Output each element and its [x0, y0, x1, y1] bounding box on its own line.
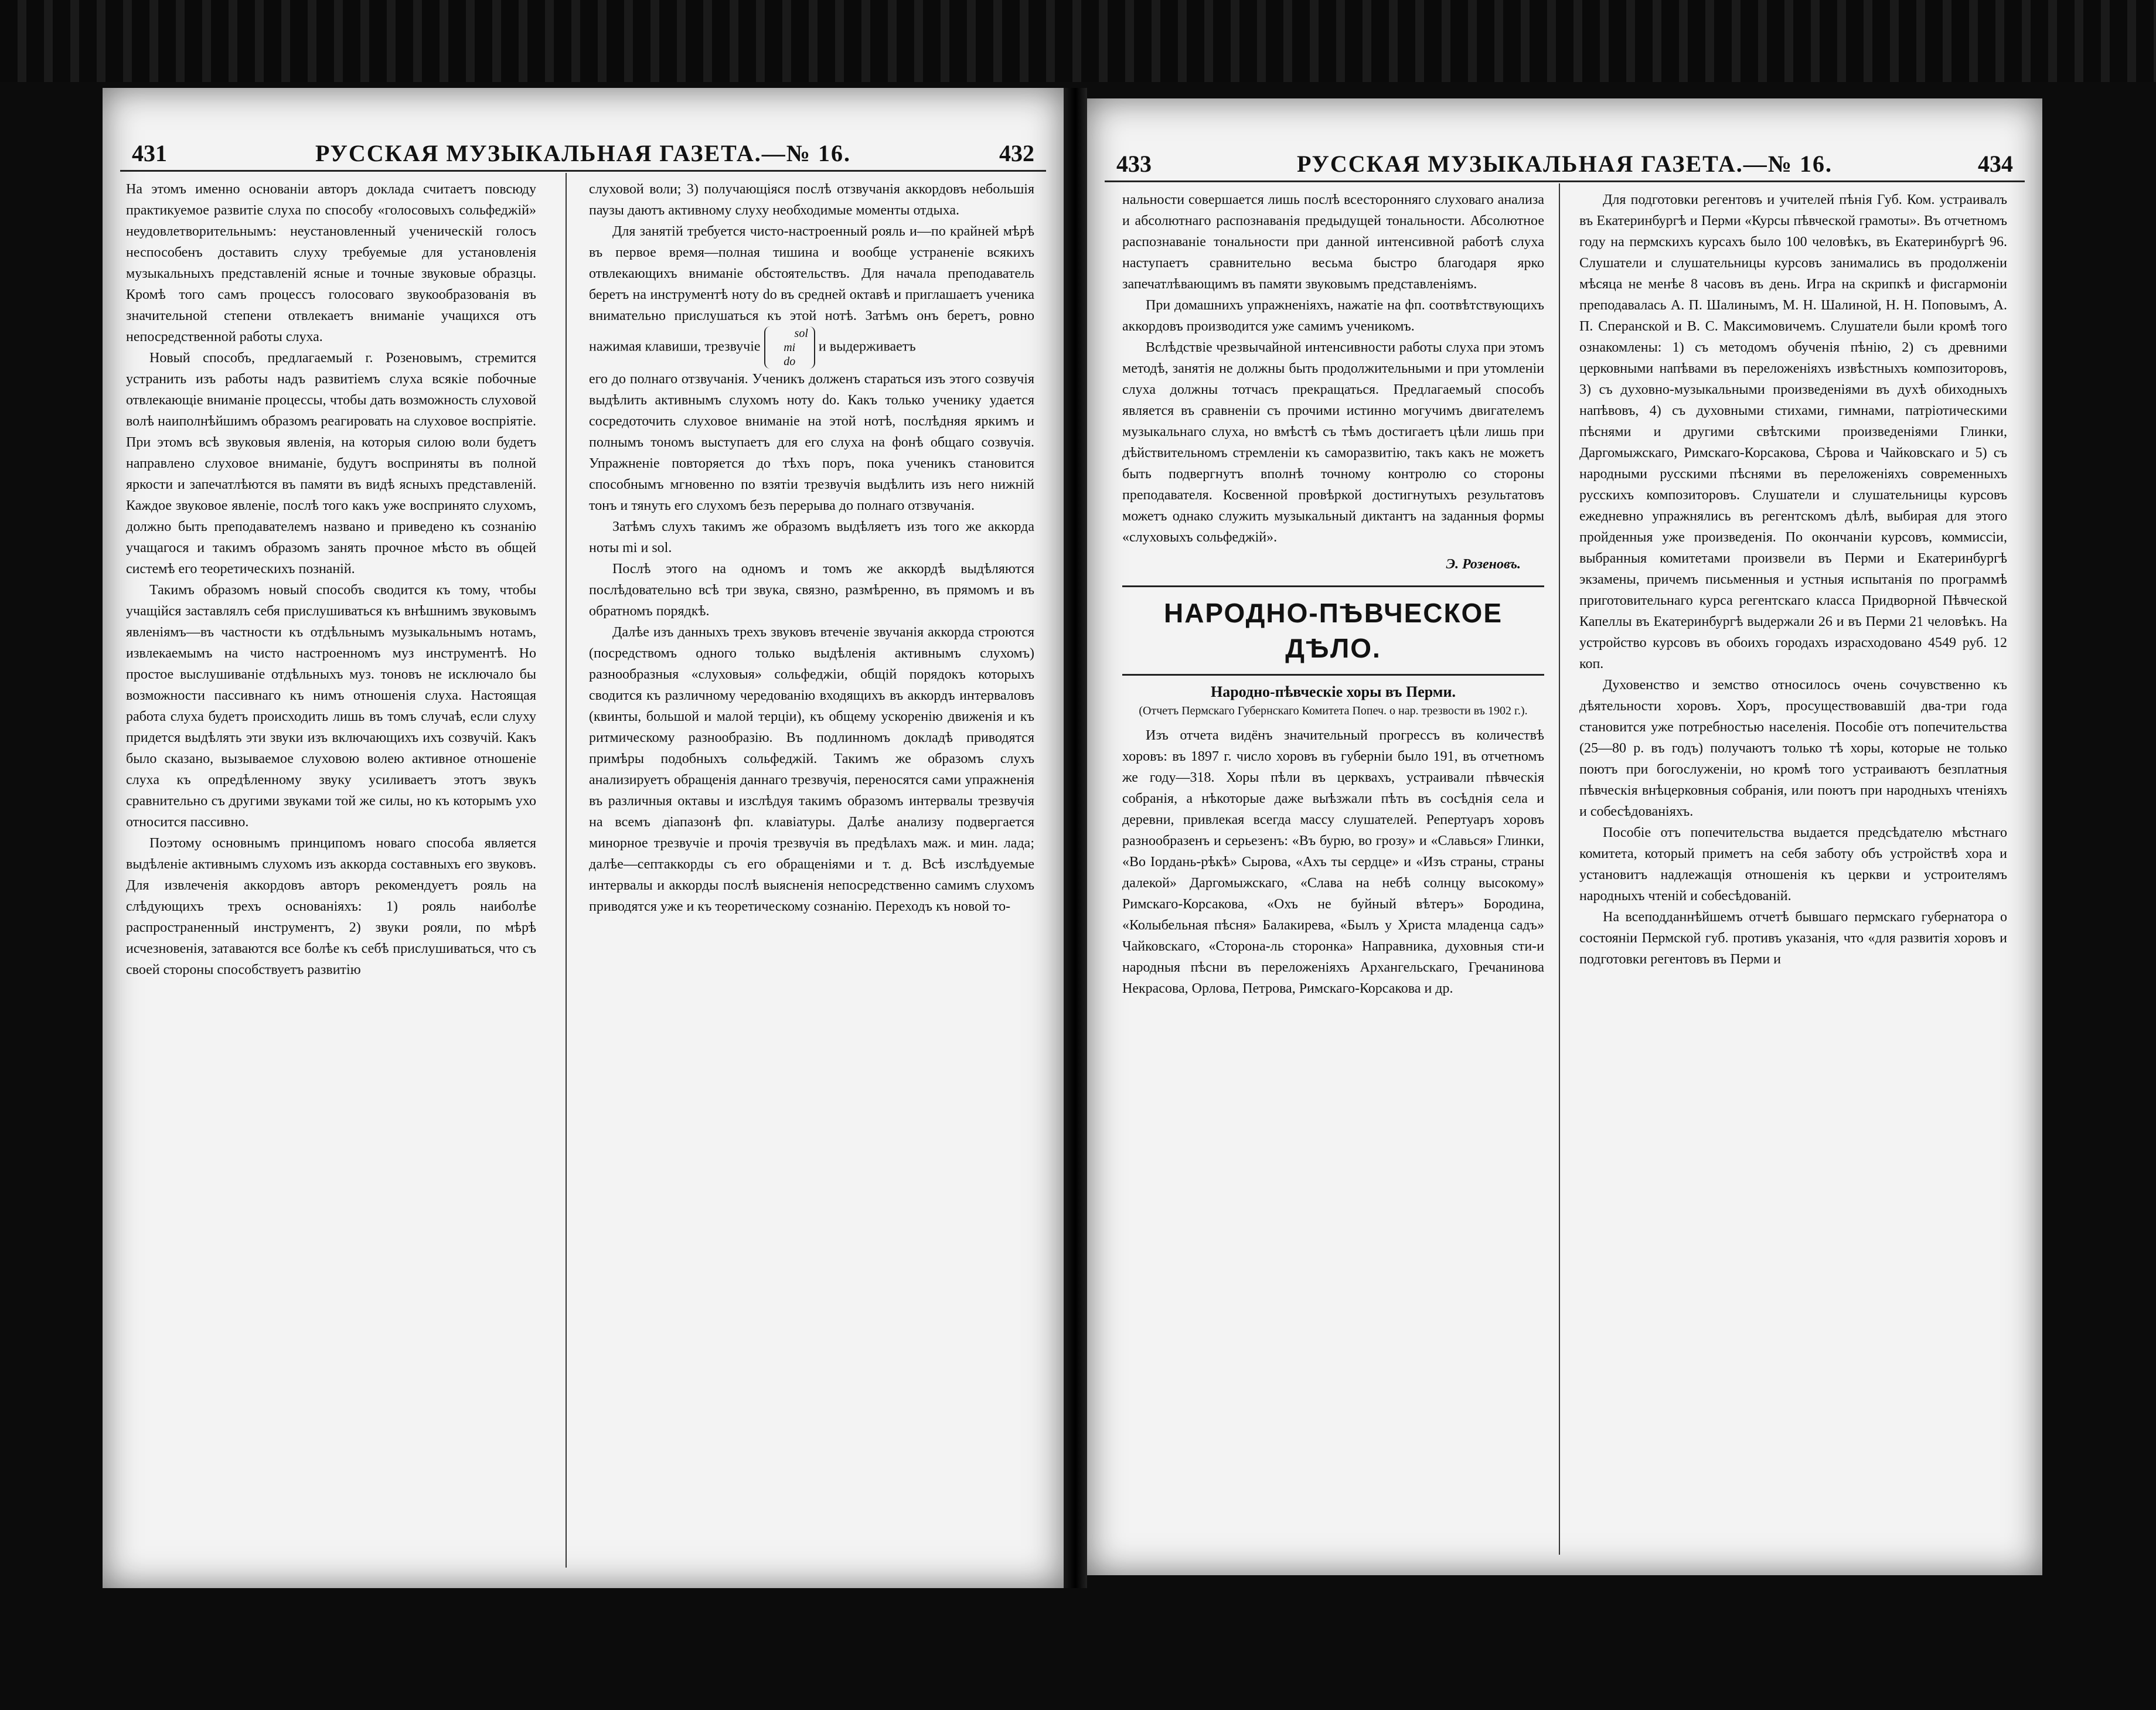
- page-number-431: 431: [132, 140, 167, 166]
- scan-border-top: [0, 0, 2156, 82]
- paragraph: слуховой воли; 3) получающіяся послѣ отзвучанія аккордовъ небольшія паузы даютъ активному слуху необходимые моменты отдыха.: [589, 182, 1034, 218]
- book-spine: [1064, 88, 1087, 1588]
- paragraph: [589, 221, 1034, 369]
- paragraph: Затѣмъ слухъ такимъ же образомъ выдѣляетъ изъ того же аккорда ноты mi и sol.: [589, 519, 1034, 556]
- paragraph: На этомъ именно основаніи авторъ доклада считаетъ повсюду практикуемое развитіе слуха по способу «голосовыхъ сольфеджій» неудовлетворительнымъ: неустановленный ученическій голосъ неспособенъ доставить слуху требуемые для установленія музыкальныхъ представленій ясные и точные звуковые образцы. Кромѣ того самъ процессъ голосоваго звукообразованія въ значительной степени отвлекаетъ вниманіе учащихся отъ непосредственной работы слуха.: [126, 182, 536, 345]
- author-signature: Э. Розеновъ.: [1446, 557, 1521, 572]
- left-page-column-1: [126, 179, 536, 980]
- paragraph: его до полнаго отзвучанія. Ученикъ долженъ стараться изъ этого созвучія выдѣлить активнымъ слухомъ ноту do. Какъ только ученику удается сосредоточить слуховое вниманіе на этой нотѣ, послѣдняя яркимъ и полнымъ тономъ выступаетъ для его слуха на фонѣ общаго созвучія. Упражненіе повторяется до тѣхъ поръ, пока ученикъ становится способнымъ мгновенно по взятіи трезвучія выдѣлить изъ него нижній тонъ и тянуть его слухомъ безъ перерыва до полнаго отзвучанія.: [589, 372, 1034, 513]
- left-page: [103, 88, 1064, 1588]
- chord-note: sol: [794, 327, 808, 340]
- paragraph: Послѣ этого на одномъ и томъ же аккордѣ выдѣляются послѣдовательно всѣ три звука, связно, размѣренно, въ прямомъ и въ обратномъ порядкѣ.: [589, 561, 1034, 619]
- right-page: [1087, 98, 2042, 1575]
- page-number-433: 433: [1116, 151, 1152, 177]
- chord-note: do: [784, 355, 796, 368]
- paragraph: Вслѣдствіе чрезвычайной интенсивности работы слуха при этомъ методѣ, занятія не должны быть продолжительными и при утомленіи слуха должны тотчасъ прекращаться. Предлагаемый способъ является въ сравненіи съ прочими истинно могучимъ двигателемъ музыкальнаго слуха, но вмѣстѣ съ тѣмъ достигаетъ цѣли лишь при дѣйствительномъ стремленіи къ саморазвитію, такъ какъ не можетъ быть подвергнутъ вполнѣ точному контролю со стороны преподавателя. Косвенной провѣркой достигнутыхъ результатовъ можетъ однако служить музыкальный диктантъ на заданныя формы «слуховыхъ сольфеджій».: [1122, 340, 1544, 545]
- page-number-434: 434: [1978, 151, 2013, 177]
- newspaper-title: РУССКАЯ МУЗЫКАЛЬНАЯ ГАЗЕТА.—№ 16.: [315, 140, 851, 166]
- article-source-note: (Отчетъ Пермскаго Губернскаго Комитета Попеч. о нар. трезвости въ 1902 г.).: [1139, 704, 1528, 717]
- paragraph: Для подготовки регентовъ и учителей пѣнія Губ. Ком. устраивалъ въ Екатеринбургѣ и Перми «Курсы пѣвческой грамоты». Въ отчетномъ году на пермскихъ курсахъ было 100 человѣкъ, въ Екатеринбургѣ 96. Слушатели и слушательницы курсовъ занимались въ продолженіи мѣсяца не менѣе 8 часовъ въ день. Игра на скрипкѣ и фисгармоніи преподавалась А. П. Шалинымъ, М. Н. Шалиной, Н. Н. Поповымъ, А. П. Сперанской и В. С. Максимовичемъ. Слушатели были кромѣ того ознакомлены: 1) съ методомъ обученія пѣнію, 2) съ древними церковными напѣвами въ переложеніяхъ извѣстныхъ композиторовъ, 3) съ духовно-музыкальными произведеніями въ духѣ обиходныхъ напѣвовъ, 4) съ духовными стихами, гимнами, патріотическими пѣснями и другими свѣтскими произведеніями Глинки, Даргомыжскаго, Римскаго-Корсакова, Сѣрова и Чайковскаго и 5) съ народными русскими пѣснями въ переложеніяхъ современныхъ русскихъ композиторовъ. Слушатели и слушательницы курсовъ ежедневно упражнялись въ регентскомъ дѣлѣ, выбирая для этого пройденныя уже произведенія. По окончаніи курсовъ, коммиссіи, выбранныя комитетами произвели въ Перми и Екатеринбургѣ экзамены, причемъ письменныя и устныя испытанія по программѣ приготовительнаго курса регентскаго класса Придворной Пѣвческой Капеллы въ Екатеринбургѣ выдержали 26 и въ Перми 21 человѣкъ. На устройство курсовъ въ обоихъ городахъ израсходовано 4549 руб. 12 коп.: [1579, 192, 2007, 672]
- newspaper-title: РУССКАЯ МУЗЫКАЛЬНАЯ ГАЗЕТА.—№ 16.: [1297, 151, 1833, 177]
- paragraph: Новый способъ, предлагаемый г. Розеновымъ, стремится устранить изъ работы надъ развитіемъ слуха всякіе побочные отвлекающіе вниманіе процессы, чтобы дать возможность слуховой волѣ наиполнѣйшимъ образомъ реагировать на слуховое воспріятіе. При этомъ всѣ звуковыя явленія, на которыя силою воли будетъ направлено слуховое вниманіе, будутъ восприняты въ полной яркости и запечатлѣются въ памяти въ видѣ ясныхъ представленій. Каждое звуковое явленіе, послѣ того какъ уже воспринято слухомъ, должно быть преподавателемъ названо и приведено къ сознанію учащагося и такимъ образомъ занять прочное мѣсто въ общей системѣ его теоретическихъ познаній.: [126, 350, 536, 577]
- page-number-432: 432: [999, 140, 1034, 166]
- chord-note: mi: [784, 341, 796, 354]
- paragraph: Далѣе изъ данныхъ трехъ звуковъ втеченіе звучанія аккорда строются (посредствомъ одного только выдѣленія активнымъ слухомъ) разнообразныя «слуховыя» сольфеджіи, общій порядокъ которыхъ сводится къ различному чередованію входящихъ въ аккордъ интерваловъ (квинты, большой и малой терціи), къ общему ускоренію движенія и къ ритмическому разнообразію. Въ подлинномъ докладѣ приводятся примѣры подобныхъ сольфеджій. Такимъ же образомъ слухъ анализируетъ обращенія даннаго трезвучія, переносятся сами упражненія въ различныя октавы и изслѣдуя такимъ образомъ интервалы трезвучія на всемъ діапазонѣ фп. клавіатуры. Далѣе анализу подвергается минорное трезвучіе и прочія трезвучія въ предѣлахъ маж. и мин. лада; далѣе—септаккорды съ его обращеніями и т. д. Всѣ изслѣдуемые интервалы и аккорды послѣ выясненія непосредственно самимъ слухомъ приводятся уже и къ теоретическому сознанію. Переходъ къ новой то-: [589, 625, 1034, 914]
- paragraph: На всеподданнѣйшемъ отчетѣ бывшаго пермскаго губернатора о состояніи Пермской губ. противъ указанія, что «для развитія хоровъ и подготовки регентовъ въ Перми и: [1579, 909, 2007, 967]
- paragraph-text: и выдерживаетъ: [818, 339, 916, 355]
- article-heading: Народно-пѣвческіе хоры въ Перми.: [1210, 683, 1456, 700]
- left-page-column-2: [589, 179, 1034, 917]
- paragraph: Пособіе отъ попечительства выдается предсѣдателю мѣстнаго комитета, который приметъ на себя заботу объ устройствѣ хора и установитъ надлежащія отношенія къ церкви и устроителямъ народныхъ чтеній и собесѣдованій.: [1579, 825, 2007, 904]
- paragraph: Духовенство и земство относилось очень сочувственно къ дѣятельности хоровъ. Хоръ, просуществовавшій два-три года становится уже потребностью населенія. Пособіе отъ попечительства (25—80 р. въ годъ) получаютъ только тѣ хоры, которые не только поютъ при богослуженіи, но кромѣ того устраиваютъ безплатныя пѣвческія внѣцерковныя собранія, или поютъ при народныхъ чтеніяхъ и собесѣдованіяхъ.: [1579, 677, 2007, 819]
- paragraph: Поэтому основнымъ принципомъ новаго способа является выдѣленіе активнымъ слухомъ изъ аккорда составныхъ его звуковъ. Для извлеченія аккордовъ авторъ рекомендуетъ рояль на слѣдующихъ трехъ основаніяхъ: 1) рояль наиболѣе распространенный инструментъ, 2) звуки рояли, по мѣрѣ исчезновенія, затаваются все болѣе къ себѣ прислушиваться, что съ своей стороны способствуетъ развитію: [126, 836, 536, 977]
- paragraph: Такимъ образомъ новый способъ сводится къ тому, чтобы учащійся заставлялъ себя прислушиваться къ внѣшнимъ звуковымъ явленіямъ—въ частности къ отдѣльнымъ музыкальнымъ нотамъ, извлекаемымъ на чисто настроенномъ муз инструментѣ. Но простое выслушиваніе отдѣльныхъ муз. тоновъ не исключало бы возможности пассивнаго къ нимъ отношенія слуха. Настоящая работа слуха будетъ происходить лишь въ томъ случаѣ, если слуху придется выдѣлять эти звуки изъ включающихъ ихъ созвучій. Какъ было сказано, вызываемое слуховою волею активное отношеніе слуха къ опредѣленному звуку усиливаетъ этотъ звукъ сравнительно съ другими звуками той же силы, но къ которымъ ухо относится пассивно.: [126, 583, 536, 830]
- paragraph: При домашнихъ упражненіяхъ, нажатіе на фп. соотвѣтствующихъ аккордовъ производится уже самимъ ученикомъ.: [1122, 298, 1544, 334]
- right-page-header: [1105, 145, 2025, 182]
- column-divider: [566, 173, 567, 1568]
- paragraph-text: Для занятій требуется чисто-настроенный рояль и—по крайней мѣрѣ въ первое время—полная тишина и вообще устраненіе всякихъ отвлекающихъ вниманіе обстоятельствъ. Для начала преподаватель беретъ на инструментѣ ноту do въ средней октавѣ и приглашаетъ ученика внимательно прислушаться къ этой нотѣ. Затѣмъ онъ беретъ, ровно нажимая клавиши, трезвучіе: [589, 224, 1034, 355]
- right-page-column-1: [1122, 189, 1544, 999]
- paragraph: нальности совершается лишь послѣ всесторонняго слуховаго анализа и абсолютнаго распознаванія предыдущей тональности. Абсолютное распознаваніе тональности при данной интенсивной работѣ слуха наступаетъ сравнительно весьма быстро благодаря ярко запечатлѣвающимъ въ памяти звуковымъ представленіямъ.: [1122, 192, 1544, 292]
- chord-notation: [764, 326, 815, 369]
- paragraph: Изъ отчета видёнъ значительный прогрессъ въ количествѣ хоровъ: въ 1897 г. число хоровъ въ губерніи было 191, въ отчетномъ же году—318. Хоры пѣли въ церквахъ, устраивали пѣвческія собранія, а нѣкоторые даже выѣзжали пѣть въ сосѣднія села и деревни, привлекая всегда массу слушателей. Репертуаръ хоровъ разнообразенъ и серьезенъ: «Въ бурю, во грозу» и «Славься» Глинки, «Во Іордань-рѣкѣ» Сырова, «Ахъ ты сердце» и «Изъ страны, страны далекой» Даргомыжскаго, «Слава на небѣ солнцу высокому» Римскаго-Корсакова, «Охъ не буйный вѣтеръ» Бородина, «Колыбельная пѣсня» Балакирева, «Былъ у Христа младенца садъ» Чайковскаго, «Сторона-ль сторонка» Направника, духовныя сти-и народныя пѣсни въ переложеніяхъ Архангельскаго, Гречанинова Некрасова, Орлова, Петрова, Римскаго-Корсакова и др.: [1122, 728, 1544, 996]
- left-page-header: [120, 135, 1046, 172]
- section-banner: НАРОДНО-ПѢВЧЕСКОЕ ДѢЛО.: [1122, 585, 1544, 676]
- right-page-column-2: [1579, 189, 2007, 970]
- column-divider: [1559, 183, 1560, 1555]
